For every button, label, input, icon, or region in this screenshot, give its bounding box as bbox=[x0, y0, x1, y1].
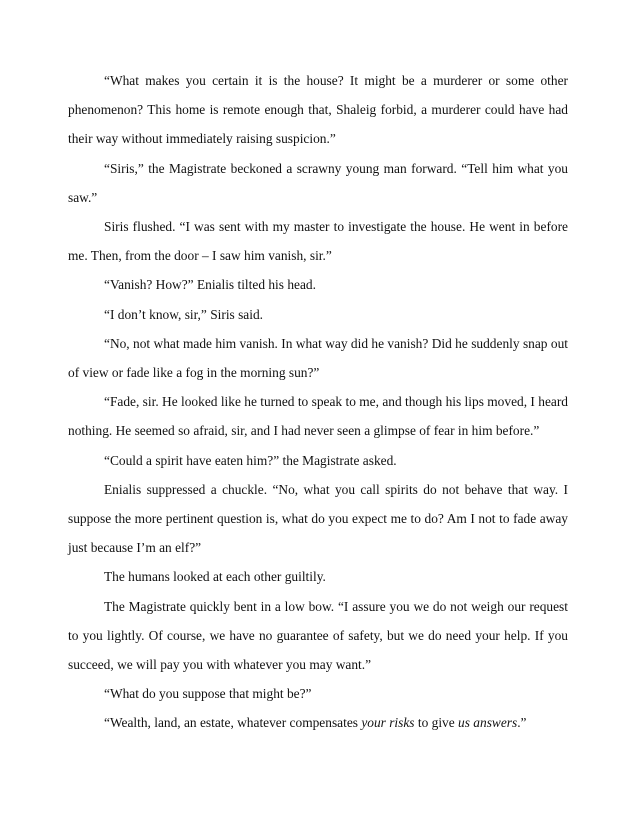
emphasis-text: us answers bbox=[458, 715, 518, 731]
text-run: “Wealth, land, an estate, whatever compensates bbox=[104, 715, 362, 731]
paragraph: “No, not what made him vanish. In what way did he vanish? Did he suddenly snap out of view or fade like a fog in the morning sun?” bbox=[68, 335, 568, 381]
text-run: .” bbox=[517, 715, 527, 731]
document-body bbox=[68, 66, 568, 738]
paragraph: “What do you suppose that might be?” bbox=[104, 686, 312, 702]
paragraph: “What makes you certain it is the house? It might be a murderer or some other phenomenon? This home is remote enough that, Shaleig forbid, a murderer could have had their way without immediately raising suspicion.” bbox=[68, 73, 568, 147]
paragraph: “Could a spirit have eaten him?” the Magistrate asked. bbox=[104, 452, 397, 468]
paragraph: “Siris,” the Magistrate beckoned a scrawny young man forward. “Tell him what you saw.” bbox=[68, 160, 568, 205]
paragraph: “I don’t know, sir,” Siris said. bbox=[104, 306, 264, 322]
paragraph: “Vanish? How?” Enialis tilted his head. bbox=[104, 277, 316, 293]
paragraph: Enialis suppressed a chuckle. “No, what you call spirits do not behave that way. I suppose the more pertinent question is, what do you expect me to do? Am I not to fade away just because I’m an elf?” bbox=[68, 481, 568, 556]
emphasis-text: your risks bbox=[361, 715, 415, 731]
paragraph: The humans looked at each other guiltily. bbox=[104, 569, 326, 585]
text-run: to give bbox=[414, 715, 459, 731]
paragraph: Siris flushed. “I was sent with my master to investigate the house. He went in before me. Then, from the door – I saw him vanish, sir.” bbox=[68, 219, 568, 264]
paragraph: “Fade, sir. He looked like he turned to speak to me, and though his lips moved, I heard nothing. He seemed so afraid, sir, and I had never seen a glimpse of fear in him before.” bbox=[68, 394, 568, 439]
paragraph-last bbox=[68, 708, 568, 737]
paragraph: The Magistrate quickly bent in a low bow. “I assure you we do not weigh our request to you lightly. Of course, we have no guarantee of safety, but we do need your help. If you succeed, we will pay you with whatever you may want.” bbox=[68, 598, 568, 673]
